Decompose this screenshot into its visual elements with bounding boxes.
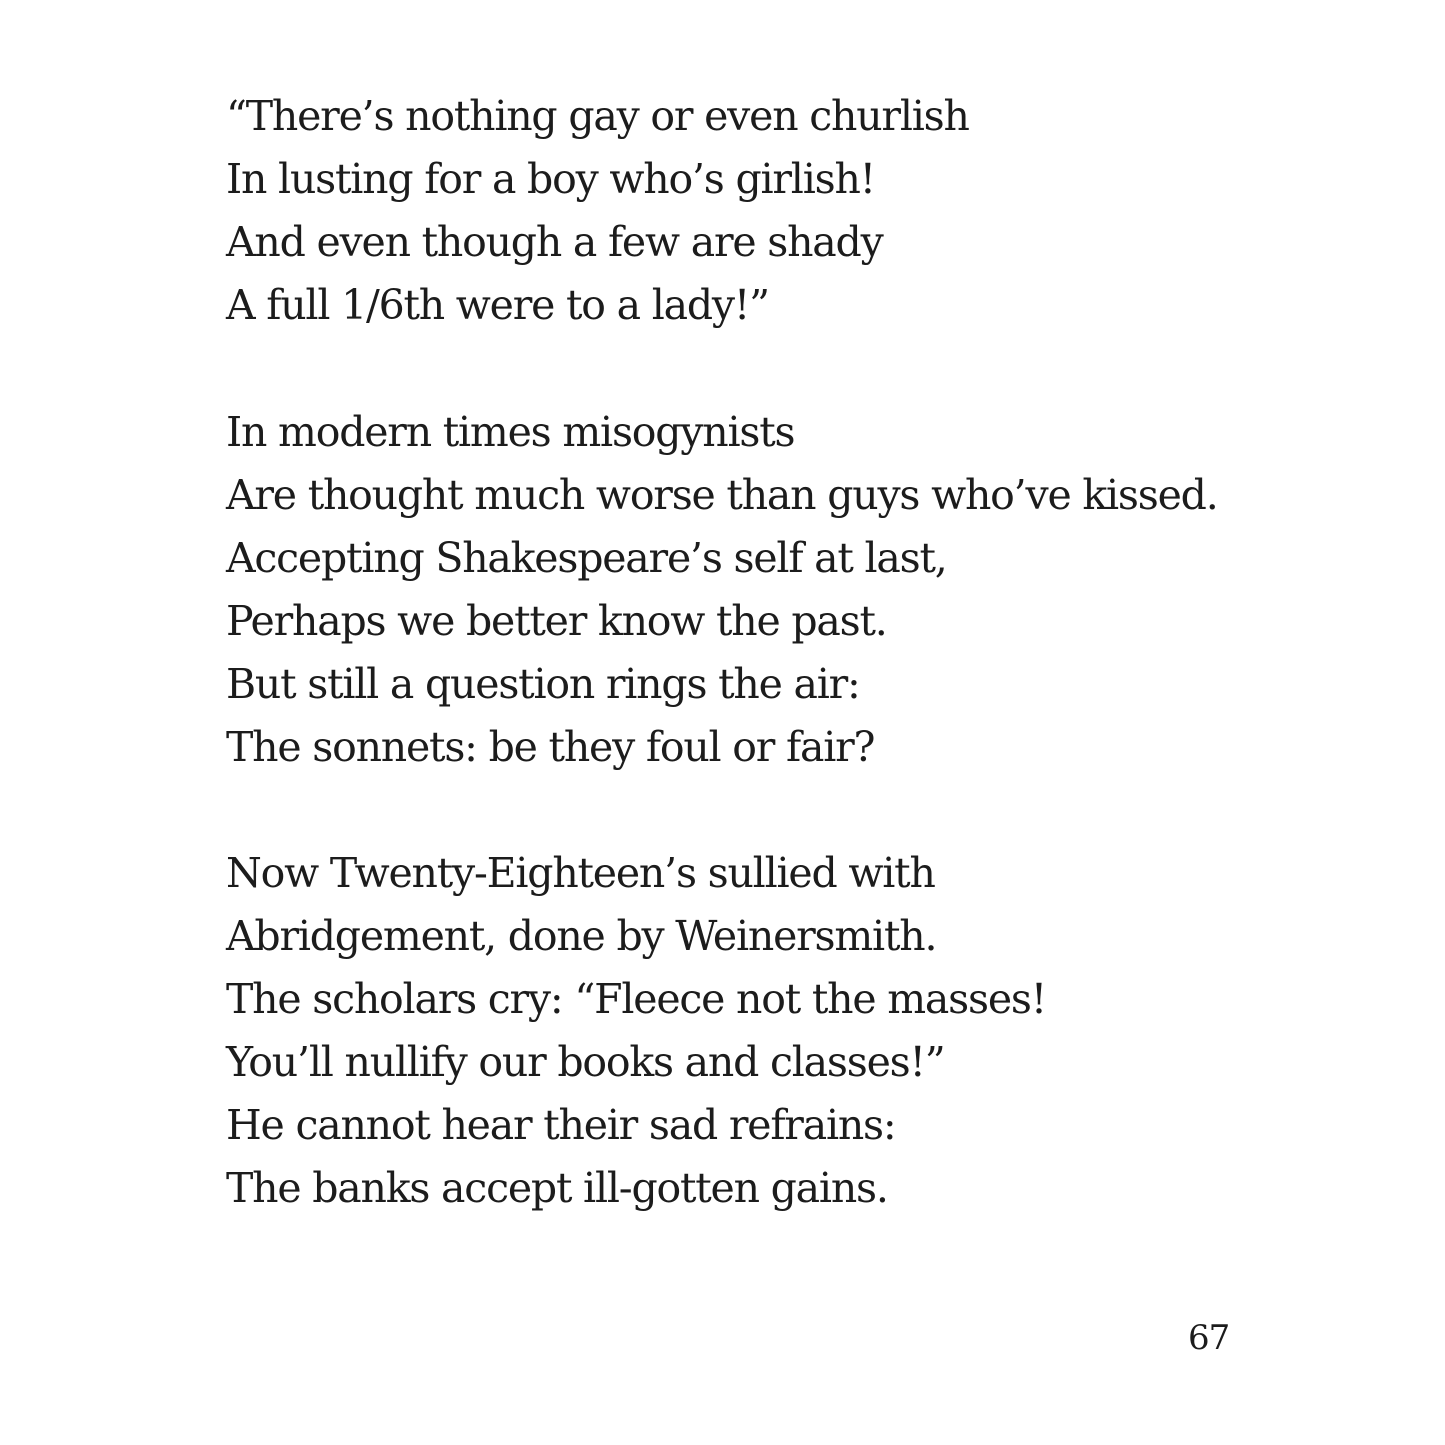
poem-line: The sonnets: be they foul or fair?	[226, 723, 875, 771]
poem-line: Abridgement, done by Weinersmith.	[226, 912, 937, 960]
page-number: 67	[1188, 1318, 1230, 1358]
poem-stanza-2	[226, 401, 1218, 779]
poem-line: The banks accept ill-gotten gains.	[226, 1164, 888, 1212]
poem-line: “There’s nothing gay or even churlish	[226, 92, 969, 140]
poem-line: Are thought much worse than guys who’ve kissed.	[226, 471, 1218, 519]
poem-stanza-3	[226, 842, 1046, 1220]
poem-line: He cannot hear their sad refrains:	[226, 1101, 896, 1149]
poem-stanza-1	[226, 85, 969, 337]
poem-line: Now Twenty-Eighteen’s sullied with	[226, 849, 935, 897]
poem-line: And even though a few are shady	[226, 218, 883, 266]
poem-line: A full 1/6th were to a lady!”	[226, 281, 769, 329]
poem-line: You’ll nullify our books and classes!”	[226, 1038, 945, 1086]
poem-line: In modern times misogynists	[226, 408, 795, 456]
poem-line: In lusting for a boy who’s girlish!	[226, 155, 875, 203]
poem-line: But still a question rings the air:	[226, 660, 860, 708]
poem-line: The scholars cry: “Fleece not the masses!	[226, 975, 1047, 1023]
poem-line: Perhaps we better know the past.	[226, 597, 887, 645]
poem-line: Accepting Shakespeare’s self at last,	[226, 534, 947, 582]
